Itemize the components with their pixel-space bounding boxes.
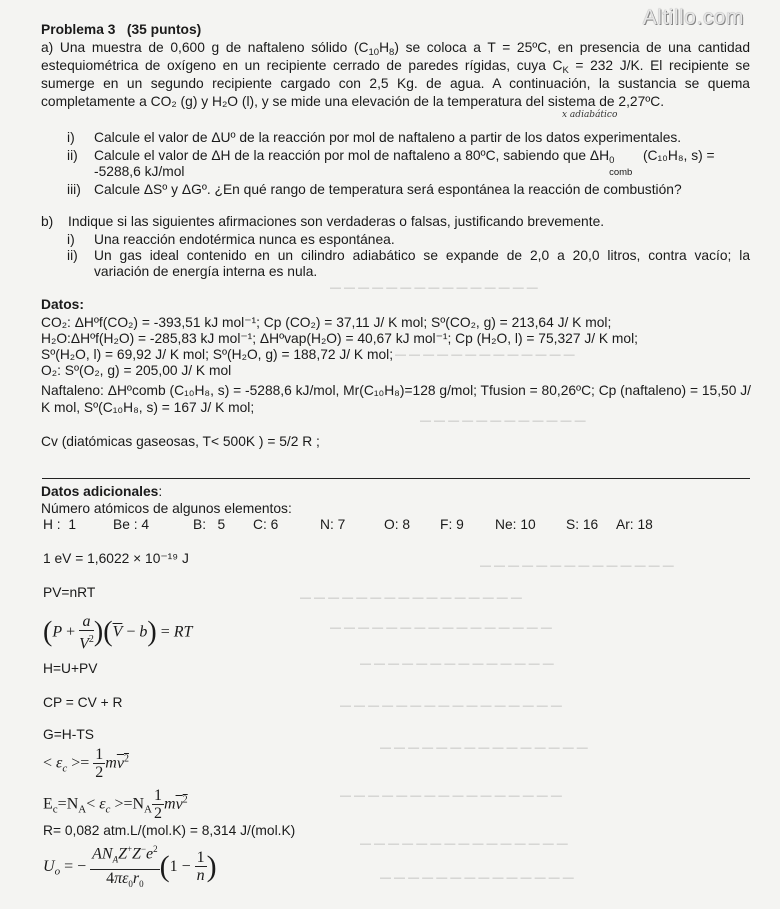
- part-b-item-i-number: i): [67, 232, 75, 247]
- part-b-item-ii-number: ii): [67, 248, 78, 263]
- part-a-item-iii-number: iii): [67, 182, 81, 197]
- exam-page: — — — — — — — — — — — — — — — — — — — — — — — — — — — — — — — — — — — — — — — — — — — — — — — — — — — — — — — — — — — — — — — — — — — — — — — — — — — — — — — — — — — — — — — — — — — — — — — — — — — — — — — — — — — — — — — — — — — — — — — — — — — — — — — — — — — — — — — — — — — — — — — — — — — — — — — — — — — — — — — — — — — — — — — — — — — — — — — — Altillo.com Problema 3 (35 puntos) a) Una muestra de 0,600 g de naftaleno sólido $(C_{10}H_8)$ se coloca a T = 25ºC, en presencia de una cantidad estequiométrica de oxígeno en un recipiente cerrado de paredes rígidas, cuya $C_K = 232$ J/K. El recipiente se sumerge en un segundo recipiente cargado con 2,5 Kg. de agua. A continuación, la sustancia se quema completamente a CO₂ (g) y H₂O (l), y se mide una elevación de la temperatura del sistema de 2,27ºC. x adiabático i) Calcule el valor de ΔUº de la reacción por mol de naftaleno a partir de los datos experimentales. ii) Calcule el valor de ΔH de la reacción por mol de naftaleno a 80ºC, sabiendo que ΔH 0 comb (C₁₀H₈, s) = -5288,6 kJ/mol iii) Calcule ΔSº y ΔGº. ¿En qué rango de temperatura será espontánea la reacción de combustión? b) Indique si las siguientes afirmaciones son verdaderas o falsas, justificando brevemente. i) Una reacción endotérmica nunca es espontánea. ii) Un gas ideal contenido en un cilindro adiabático se expande de 2,0 a 20,0 litros, contra vacío; la variación de energía interna es nula. Datos: CO₂: ΔHºf(CO₂) = -393,51 kJ mol⁻¹; Cp (CO₂) = 37,11 J/ K mol; Sº(CO₂, g) = 213,64 J/ K mol; H₂O:ΔHºf(H₂O) = -285,83 kJ mol⁻¹; ΔHºvap(H₂O) = 40,67 kJ mol⁻¹; Cp (H₂O, l) = 75,327 J/ K mol; Sº(H₂O, l) = 69,92 J/ K mol; Sº(H₂O, g) = 188,72 J/ K mol; O₂: Sº(O₂, g) = 205,00 J/ K mol Naftaleno: ΔHºcomb (C₁₀H₈, s) = -5288,6 kJ/mol, Mr(C₁₀H₈)=128 g/mol; Tfusion = 80,26ºC; Cp (naftaleno) = 15,50 J/ K mol, Sº(C₁₀H₈, s) = 167 J/ K mol; Cv (diatómicas gaseosas, T< 500K ) = 5/2 R ; Datos adicionales: Número atómicos de algunos elementos: H : 1 Be : 4 B: 5 C: 6 N: 7 O: 8 F: 9 Ne: 10 S: 16 Ar: 18 1 eV = 1,6022 × 10⁻¹⁹ J PV=nRT (P + $\frac{a}{V^2}$ )$(\overline{V} - b)$ = RT H=U+PV CP = CV + R G=H-TS < $\varepsilon_c$ >= $\frac{1}{2}$ $mv^2$ $E_c=N_A< \varepsilon_c >=N_A$ $\frac{1}{2}$ $mv^2$ R= 0,082 atm.L/(mol.K) = 8,314 J/(mol.K) $U_o$ = − $\frac{AN_AZ^+Z^-e^2}{4\pi\varepsilon_0r_0}$ (1 − $\frac{1}{n}$ ): [0, 0, 780, 909]
- enthalpy-definition: H=U+PV: [43, 661, 98, 676]
- element-f: F: 9: [440, 517, 464, 532]
- datos-h2o-entropy: Sº(H₂O, l) = 69,92 J/ K mol; Sº(H₂O, g) = 188,72 J/ K mol;: [41, 347, 394, 362]
- adicionales-subtitle: Número atómicos de algunos elementos:: [41, 501, 292, 516]
- part-a-item-iii: Calcule ΔSº y ΔGº. ¿En qué rango de temperatura será espontánea la reacción de combustión?: [94, 182, 682, 197]
- part-b-intro: Indique si las siguientes afirmaciones son verdaderas o falsas, justificando brevemente.: [68, 214, 605, 229]
- part-b-item-ii: Un gas ideal contenido en un cilindro adiabático se expande de 2,0 a 20,0 litros, contra vacío; la: [94, 248, 750, 263]
- handwritten-note: x adiabático: [562, 110, 618, 120]
- mean-kinetic-energy: < $\varepsilon_c$ >= $\frac{1}{2}$ $mv^2$: [43, 746, 129, 781]
- part-a-item-i: Calcule el valor de ΔUº de la reacción por mol de naftaleno a partir de los datos experimentales.: [94, 130, 682, 145]
- part-a-item-ii-number: ii): [67, 148, 78, 163]
- element-n: N: 7: [320, 517, 346, 532]
- element-h: H : 1: [43, 517, 76, 532]
- element-b: B: 5: [193, 517, 226, 532]
- watermark-logo: Altillo.com: [642, 6, 744, 29]
- part-b-item-i: Una reacción endotérmica nunca es espontánea.: [94, 232, 395, 247]
- element-ne: Ne: 10: [495, 517, 536, 532]
- datos-co2: CO₂: ΔHºf(CO₂) = -393,51 kJ mol⁻¹; Cp (CO₂) = 37,11 J/ K mol; Sº(CO₂, g) = 213,64 J/ K mol;: [41, 315, 612, 330]
- element-c: C: 6: [253, 517, 279, 532]
- part-b-item-ii-line-2: variación de energía interna es nula.: [94, 264, 318, 279]
- element-o: O: 8: [384, 517, 411, 532]
- problem-title: [41, 22, 201, 38]
- part-a-item-ii: Calcule el valor de ΔH de la reacción por mol de naftaleno a 80ºC, sabiendo que ΔH 0 comb (C₁₀H₈, s) =: [94, 148, 715, 178]
- part-a-line-1: a) Una muestra de 0,600 g de naftaleno sólido $(C_{10}H_8)$ se coloca a T = 25ºC, en presencia de una cantidad: [41, 40, 750, 58]
- van-der-waals-equation: (P + $\frac{a}{V^2}$ )$(\overline{V} - b)$ = RT: [43, 613, 193, 653]
- datos-naftaleno-1: Naftaleno: ΔHºcomb (C₁₀H₈, s) = -5288,6 kJ/mol, Mr(C₁₀H₈)=128 g/mol; Tfusion = 80,26ºC; Cp (naftaleno) = 15,50 J/: [41, 383, 751, 398]
- ev-conversion: 1 eV = 1,6022 × 10⁻¹⁹ J: [43, 551, 189, 566]
- cp-cv-relation: CP = CV + R: [43, 695, 123, 710]
- element-ar: Ar: 18: [616, 517, 653, 532]
- part-b-label: b): [41, 214, 54, 229]
- datos-cv: Cv (diatómicas gaseosas, T< 500K ) = 5/2 R ;: [41, 434, 320, 449]
- part-a-line-2: estequiométrica de oxígeno en un recipiente cerrado de paredes rígidas, cuya $C_K = 232$ J/K. El recipiente se: [41, 58, 750, 76]
- part-a-item-ii-line-2: -5288,6 kJ/mol: [94, 164, 185, 179]
- element-s: S: 16: [566, 517, 599, 532]
- datos-o2: O₂: Sº(O₂, g) = 205,00 J/ K mol: [41, 363, 232, 378]
- problem-points: (35 puntos): [126, 22, 202, 37]
- datos-h2o: H₂O:ΔHºf(H₂O) = -285,83 kJ mol⁻¹; ΔHºvap(H₂O) = 40,67 kJ mol⁻¹; Cp (H₂O, l) = 75,327 J/ K mol;: [41, 331, 638, 346]
- gas-constant: R= 0,082 atm.L/(mol.K) = 8,314 J/(mol.K): [43, 823, 296, 838]
- ideal-gas-law: PV=nRT: [43, 585, 96, 600]
- element-be: Be : 4: [113, 517, 150, 532]
- part-a-line-4: completamente a CO₂ (g) y H₂O (l), y se mide una elevación de la temperatura del sistema de 2,27ºC.: [41, 94, 665, 109]
- datos-title: Datos:: [41, 297, 84, 312]
- part-a-item-i-number: i): [67, 130, 75, 145]
- adicionales-title: Datos adicionales:: [41, 484, 163, 499]
- lattice-energy-equation: $U_o$ = − $\frac{AN_AZ^+Z^-e^2}{4\pi\varepsilon_0r_0}$ (1 − $\frac{1}{n}$ ): [43, 841, 217, 893]
- part-a-line-3: sumerge en un segundo recipiente cargado con 2,5 Kg. de agua. A continuación, la sustancia se quema: [41, 76, 750, 91]
- problem-number: Problema 3: [41, 22, 116, 37]
- section-divider: [42, 478, 750, 479]
- total-kinetic-energy: $E_c=N_A< \varepsilon_c >=N_A$ $\frac{1}{2}$ $mv^2$: [43, 787, 188, 822]
- gibbs-definition: G=H-TS: [43, 727, 94, 742]
- datos-naftaleno-2: K mol, Sº(C₁₀H₈, s) = 167 J/ K mol;: [41, 400, 255, 415]
